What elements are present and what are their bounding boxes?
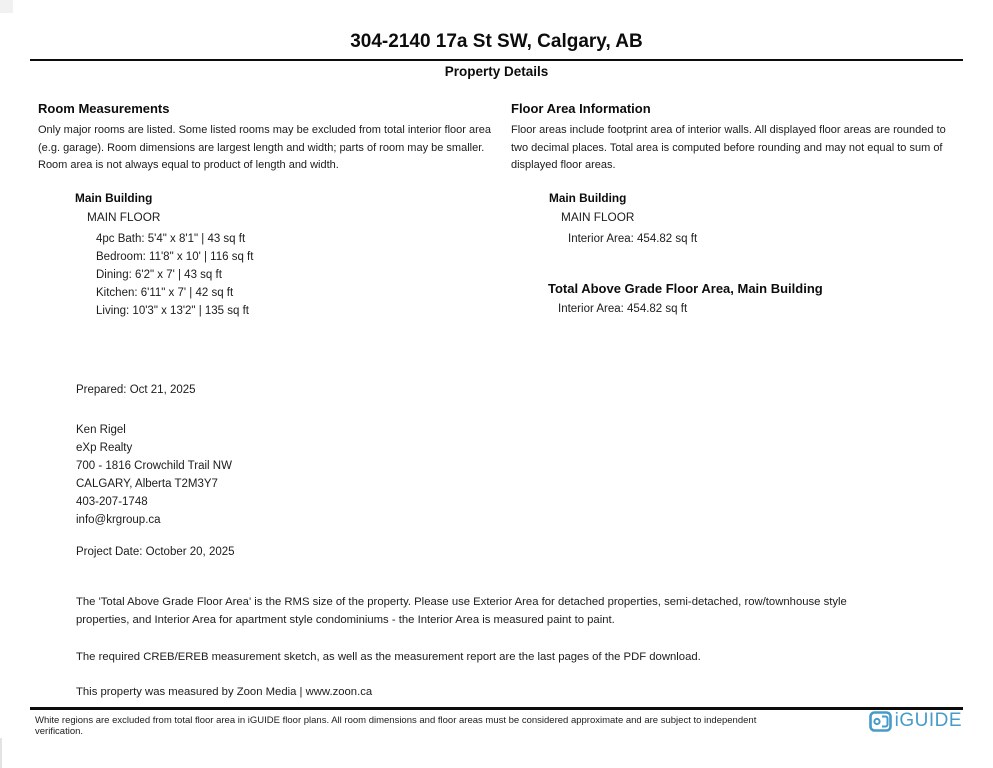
interior-area-value: Interior Area: 454.82 sq ft xyxy=(568,233,698,245)
room-measurement-item: Kitchen: 6'11" x 7' | 42 sq ft xyxy=(96,287,234,299)
room-measurement-item: Living: 10'3" x 13'2" | 135 sq ft xyxy=(96,305,249,317)
room-measurement-item: Dining: 6'2" x 7' | 43 sq ft xyxy=(96,269,222,281)
floor-name: MAIN FLOOR xyxy=(87,210,161,224)
room-measurements-description: Only major rooms are listed. Some listed rooms may be excluded from total interior floor area (e.g. garage). Room dimensions are largest length and width; parts of room may be smaller. Room area is not always equal to product of length and width. xyxy=(38,124,492,171)
title-divider xyxy=(30,59,963,61)
contact-email: info@krgroup.ca xyxy=(76,514,161,526)
note-creb-ereb: The required CREB/EREB measurement sketch, as well as the measurement report are the last pages of the PDF download. xyxy=(76,651,701,664)
iguide-camera-icon xyxy=(869,711,892,732)
note-rms-size: The 'Total Above Grade Floor Area' is the RMS size of the property. Please use Exterior Area for detached properties, semi-detached, row/townhouse style properties, and Interior Area for apartment style condominiums - the Interior Area is measured paint to paint. xyxy=(76,596,847,627)
page-subtitle: Property Details xyxy=(444,64,549,79)
footer-divider xyxy=(30,707,963,710)
note-measured-by: This property was measured by Zoon Media | www.zoon.ca xyxy=(76,686,373,699)
contact-name: Ken Rigel xyxy=(76,424,126,436)
prepared-date: Prepared: Oct 21, 2025 xyxy=(76,384,196,396)
scan-artifact-corner xyxy=(0,0,13,13)
room-list xyxy=(75,230,253,320)
preparer-contact-block xyxy=(76,421,232,529)
contact-address-line2: CALGARY, Alberta T2M3Y7 xyxy=(76,478,218,490)
contact-phone: 403-207-1748 xyxy=(76,496,148,508)
iguide-logo xyxy=(869,710,962,732)
room-measurements-section xyxy=(38,101,496,175)
scan-artifact-left-edge xyxy=(0,738,2,768)
iguide-logo-text: iGUIDE xyxy=(894,710,962,731)
total-above-grade-block xyxy=(548,281,968,315)
building-name: Main Building xyxy=(549,191,627,205)
page-title: 304-2140 17a St SW, Calgary, AB xyxy=(350,31,643,52)
floor-area-information-section xyxy=(511,101,963,175)
floor-area-information-heading: Floor Area Information xyxy=(511,101,651,116)
building-name: Main Building xyxy=(75,191,153,205)
total-interior-area-value: Interior Area: 454.82 sq ft xyxy=(558,303,688,315)
floor-area-building-block xyxy=(549,191,697,248)
room-measurement-item: Bedroom: 11'8" x 10' | 116 sq ft xyxy=(96,251,254,263)
contact-company: eXp Realty xyxy=(76,442,133,454)
room-measurements-building-block xyxy=(75,191,253,320)
room-measurements-heading: Room Measurements xyxy=(38,101,170,116)
floor-area-information-description: Floor areas include footprint area of interior walls. All displayed floor areas are rounded to two decimal places. Total area is computed before rounding and may not equal to sum of displayed floor areas. xyxy=(511,124,946,171)
contact-address-line1: 700 - 1816 Crowchild Trail NW xyxy=(76,460,232,472)
total-above-grade-heading: Total Above Grade Floor Area, Main Building xyxy=(548,281,823,296)
footer-disclaimer: White regions are excluded from total floor area in iGUIDE floor plans. All room dimensions and floor areas must be considered approximate and are subject to independent verification. xyxy=(35,715,757,737)
floor-name: MAIN FLOOR xyxy=(561,210,635,224)
project-date: Project Date: October 20, 2025 xyxy=(76,546,235,558)
room-measurement-item: 4pc Bath: 5'4" x 8'1" | 43 sq ft xyxy=(96,233,246,245)
